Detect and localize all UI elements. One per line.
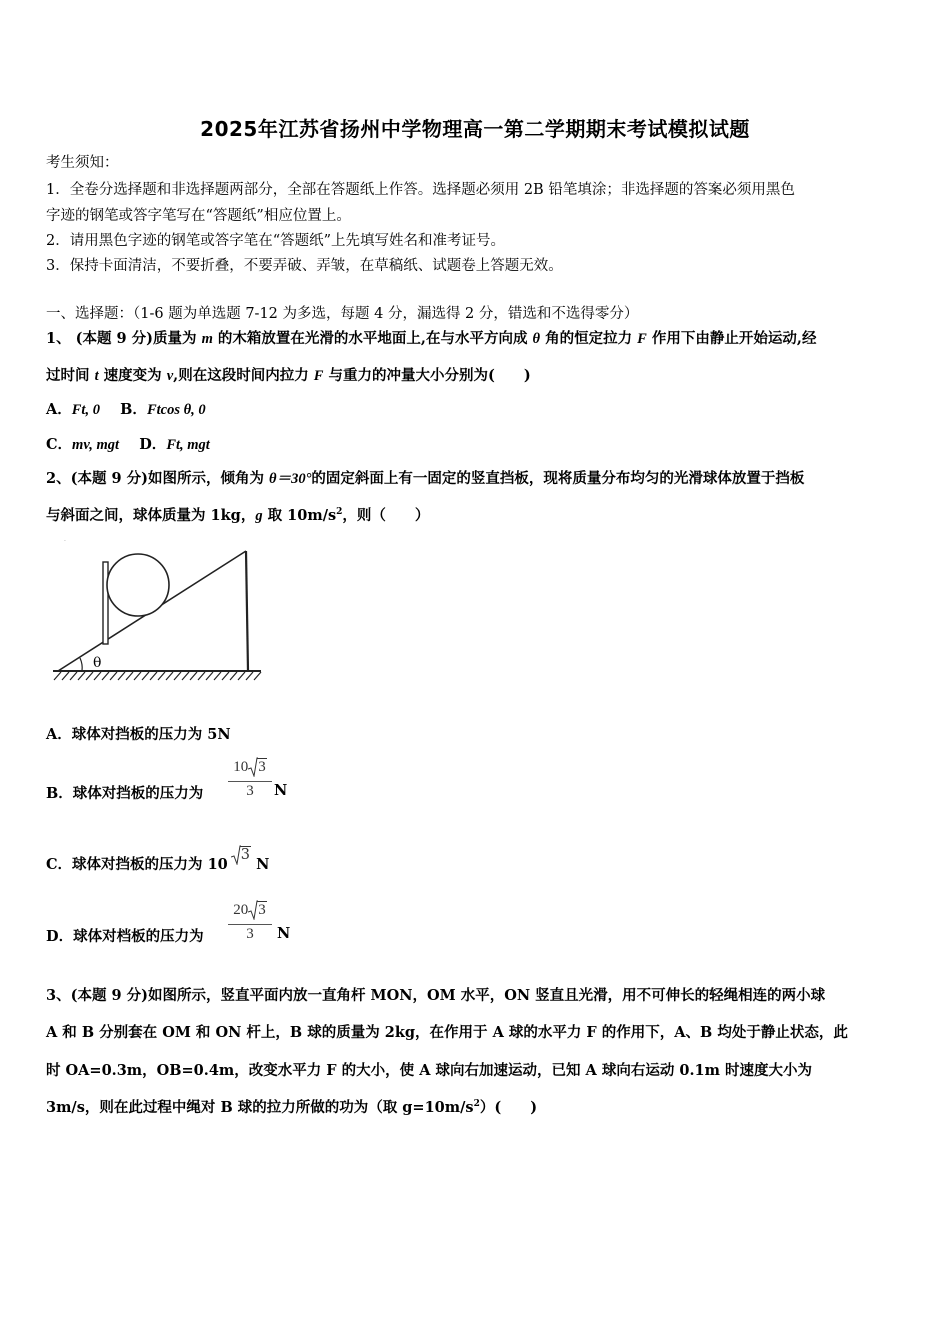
q1-text: 速度变为 [98, 367, 167, 384]
q3-stem-line2: A 和 B 分别套在 OM 和 ON 杆上，B 球的质量为 2kg，在作用于 A 球的水平力 F 的作用下，A、B 均处于静止状态，此 [46, 1024, 848, 1041]
sqrt-icon [248, 757, 258, 777]
q2-text: 取 10m/s [262, 507, 337, 524]
q2-text: 的固定斜面上有一固定的竖直挡板，现将质量分布均匀的光滑球体放置于挡板 [311, 470, 805, 487]
q1-option-d: Ft, mgt [166, 437, 210, 453]
q1-option-c: mv, mgt [72, 437, 120, 453]
q2-option-c [46, 847, 270, 874]
q1-options-ab [46, 398, 206, 419]
sqrt-icon [231, 845, 241, 865]
q1-text: 作用下由静止开始运动,经 [646, 330, 817, 347]
fraction-denominator: 3 [246, 926, 254, 942]
q1-option-b-label: B． [120, 401, 147, 418]
angle-theta-label: θ [93, 655, 102, 671]
q1-text: 过时间 [46, 367, 95, 384]
fraction-numerator: 10 [233, 759, 249, 775]
q2-stem-line2 [46, 504, 429, 525]
incline-back-wall [246, 551, 248, 671]
q1-text: 与重力的冲量大小分别为( ) [323, 367, 531, 384]
notice-item-2: 2．请用黑色字迹的钢笔或答字笔在“答题纸”上先填写姓名和准考证号。 [46, 233, 506, 249]
q2-angle: θ＝30° [269, 471, 312, 487]
q2-option-c-text: C．球体对挡板的压力为 10 [46, 856, 228, 873]
q1-var-m: m [201, 331, 213, 347]
section-heading: 一、选择题：（1-6 题为单选题 7-12 为多选，每题 4 分，漏选得 2 分，错选和不选得零分） [46, 306, 639, 322]
q1-text: ,则在这段时间内拉力 [173, 367, 314, 384]
vertical-board [103, 562, 108, 644]
fraction-denominator: 3 [246, 783, 254, 799]
q3-text: ）( ) [479, 1099, 538, 1116]
incline-ball-figure [48, 535, 268, 685]
ball [107, 554, 169, 616]
q1-var-v: v [166, 368, 174, 384]
q2-var-g: g [255, 508, 263, 524]
q1-var-theta: θ [532, 331, 541, 347]
q2-option-d-unit: N [277, 925, 291, 942]
q3-stem-line1: 3、(本题 9 分)如图所示，竖直平面内放一直角杆 MON，OM 水平，ON 竖直且光滑，用不可伸长的轻绳相连的两小球 [46, 987, 826, 1004]
q2-option-b-text: B．球体对挡板的压力为 [46, 785, 204, 802]
q1-var-t: t [94, 368, 99, 384]
q2-option-b [46, 782, 203, 803]
radicand: 3 [258, 759, 266, 775]
q1-var-F: F [313, 368, 324, 384]
q2-option-b-unit: N [274, 782, 288, 799]
angle-arc [80, 658, 82, 671]
notice-item-3: 3．保持卡面清洁，不要折叠，不要弄破、弄皱，在草稿纸、试题卷上答题无效。 [46, 258, 563, 274]
q2-option-d [46, 925, 204, 946]
q2-text: 与斜面之间，球体质量为 1kg， [46, 507, 256, 524]
q2-stem-line1 [46, 467, 804, 488]
q2-option-a: A．球体对挡板的压力为 5N [46, 726, 231, 743]
q2-option-c-unit: N [256, 856, 270, 873]
notice-heading: 考生须知： [46, 155, 119, 171]
exam-title: 2025年江苏省扬州中学物理高一第二学期期末考试模拟试题 [200, 117, 750, 141]
q2-text: 2、(本题 9 分)如图所示，倾角为 [46, 470, 270, 487]
q1-option-a: Ft, 0 [71, 402, 100, 418]
q2-superscript: 2 [336, 507, 343, 518]
svg-text:·: · [64, 538, 66, 545]
q1-stem-line1 [46, 327, 816, 348]
sqrt-icon [248, 900, 258, 920]
q3-stem-line4 [46, 1096, 537, 1117]
q2-option-d-text: D．球体对档板的压力为 [46, 928, 204, 945]
notice-item-1b: 字迹的钢笔或答字笔写在“答题纸”相应位置上。 [46, 208, 351, 224]
q3-text: 3m/s，则在此过程中绳对 B 球的拉力所做的功为（取 g=10m/s [46, 1099, 474, 1116]
q3-superscript: 2 [473, 1099, 480, 1110]
q1-option-a-label: A． [46, 401, 72, 418]
q1-option-c-label: C． [46, 436, 73, 453]
q1-var-F: F [637, 331, 647, 347]
notice-item-1a: 1．全卷分选择题和非选择题两部分，全部在答题纸上作答。选择题必须用 2B 铅笔填涂；非选择题的答案必须用黑色 [46, 182, 795, 198]
q1-text: 1、 (本题 9 分)质量为 [46, 330, 202, 347]
q1-stem-line2 [46, 364, 531, 385]
q1-option-b: Ftcos θ, 0 [146, 402, 206, 418]
q3-stem-line3: 时 OA=0.3m，OB=0.4m，改变水平力 F 的大小，使 A 球向右加速运动，已知 A 球向右运动 0.1m 时速度大小为 [46, 1062, 812, 1079]
q2-text: ，则（ ） [342, 507, 430, 524]
q1-option-d-label: D． [139, 436, 167, 453]
q1-text: 角的恒定拉力 [540, 330, 638, 347]
radicand: 3 [258, 902, 266, 918]
radicand: 3 [240, 847, 251, 863]
q1-text: 的木箱放置在光滑的水平地面上,在与水平方向成 [212, 330, 533, 347]
ground-hatching [53, 671, 261, 680]
fraction-numerator: 20 [233, 902, 249, 918]
q1-options-cd [46, 433, 210, 454]
